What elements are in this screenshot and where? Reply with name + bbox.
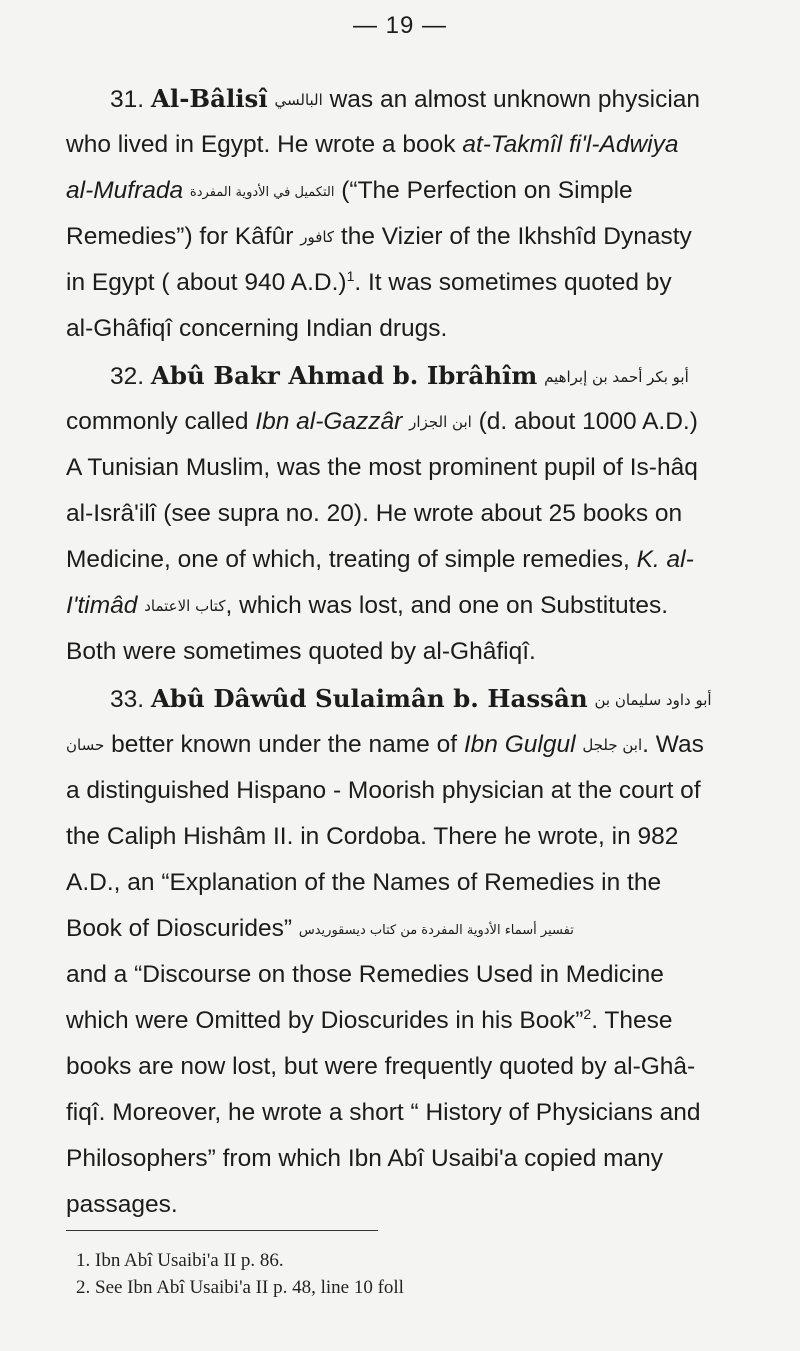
- book-title-cont: al-Mufrada: [66, 177, 184, 204]
- text: books are now lost, but were frequently quoted by al-Ghâ-: [66, 1053, 696, 1080]
- text: Remedies”) for Kâfûr: [66, 223, 294, 250]
- text: A.D., an “Explanation of the Names of Remedies in the: [66, 869, 662, 896]
- footnote-1: 1. Ibn Abî Usaibi'a II p. 86.: [76, 1250, 284, 1271]
- arabic-explanation-title: تفسير أسماء الأدوية المفردة من كتاب ديسقوريدس: [298, 923, 574, 938]
- entry-number: 31.: [110, 86, 145, 113]
- entry-33-line-11: [66, 1144, 663, 1174]
- entry-32-line-3: [66, 453, 698, 483]
- entry-32-line-6: [66, 591, 668, 621]
- entry-31-line-5: [66, 268, 672, 298]
- text: al-Isrâ'ilî (see supra no. 20). He wrote about 25 books on: [66, 500, 683, 527]
- book-title: K. al-: [636, 546, 694, 573]
- text: . It was sometimes quoted by: [354, 269, 672, 296]
- text: , which was lost, and one on Substitutes.: [225, 592, 669, 619]
- text: passages.: [66, 1191, 178, 1218]
- entry-31-line-6: [66, 314, 447, 344]
- text: was an almost unknown physician: [329, 86, 701, 113]
- arabic-kafur: كافور: [300, 228, 335, 246]
- text: Medicine, one of which, treating of simple remedies,: [66, 546, 630, 573]
- entry-33-line-2: [66, 730, 704, 760]
- text: which were Omitted by Dioscurides in his Book”: [66, 1007, 584, 1034]
- text: (d. about 1000 A.D.): [478, 408, 698, 435]
- alt-name: Ibn Gulgul: [463, 731, 576, 758]
- entry-name: Abû Dâwûd Sulaimân b. Hassân: [150, 684, 588, 713]
- text: Philosophers” from which Ibn Abî Usaibi'a copied many: [66, 1145, 664, 1172]
- text: in Egypt ( about 940 A.D.): [66, 269, 347, 296]
- entry-33-line-4: [66, 822, 678, 852]
- entry-number: 32.: [110, 363, 145, 390]
- entry-name: Abû Bakr Ahmad b. Ibrâhîm: [150, 361, 538, 390]
- text: the Vizier of the Ikhshîd Dynasty: [340, 223, 692, 250]
- entry-31-line-4: [66, 222, 692, 252]
- entry-32-line-2: [66, 407, 698, 437]
- entry-32-line-4: [66, 499, 682, 529]
- footnote-ref: 1: [346, 267, 355, 284]
- arabic-book-title: التكميل في الأدوية المفردة: [189, 185, 335, 200]
- text: who lived in Egypt. He wrote a book: [66, 131, 456, 158]
- text: and a “Discourse on those Remedies Used in Medicine: [66, 961, 664, 988]
- arabic-name-cont: حسان: [66, 736, 105, 754]
- text: al-Ghâfiqî concerning Indian drugs.: [66, 315, 448, 342]
- entry-31-line-3: [66, 176, 633, 208]
- page-number: — 19 —: [352, 12, 448, 39]
- entry-33-line-7: [66, 960, 664, 990]
- text: fiqî. Moreover, he wrote a short “ History of Physicians and: [66, 1099, 701, 1126]
- entry-32-line-5: [66, 545, 694, 575]
- arabic-name: أبو بكر أحمد بن إبراهيم: [544, 368, 689, 386]
- text: A Tunisian Muslim, was the most prominent pupil of Is-hâq: [66, 454, 698, 481]
- entry-32-line-7: [66, 637, 536, 667]
- book-title-cont: I'timâd: [66, 592, 138, 619]
- footnote-divider: [66, 1230, 378, 1231]
- text: a distinguished Hispano - Moorish physician at the court of: [66, 777, 701, 804]
- text: better known under the name of: [111, 731, 458, 758]
- entry-name: Al-Bâlisî: [150, 84, 268, 113]
- entry-31-line-1: [110, 84, 700, 115]
- entry-33-line-12: [66, 1190, 178, 1220]
- entry-33-line-10: [66, 1098, 701, 1128]
- text: . Was: [642, 731, 704, 758]
- entry-33-line-1: [110, 684, 712, 715]
- text: Both were sometimes quoted by al-Ghâfiqî.: [66, 638, 536, 665]
- text: Book of Dioscurides”: [66, 915, 293, 942]
- text: . These: [591, 1007, 673, 1034]
- book-title: at-Takmîl fi'l-Adwiya: [462, 131, 679, 158]
- arabic-book-title: كتاب الاعتماد: [144, 597, 226, 615]
- footnote-2: 2. See Ibn Abî Usaibi'a II p. 48, line 10 foll: [76, 1277, 404, 1298]
- alt-name: Ibn al-Gazzâr: [255, 408, 403, 435]
- footnote-ref: 2: [583, 1005, 592, 1022]
- arabic-name: أبو داود سليمان بن: [594, 691, 712, 709]
- entry-32-line-1: [110, 361, 689, 392]
- arabic-alt-name: ابن جلجل: [582, 736, 643, 754]
- entry-33-line-8: [66, 1006, 672, 1036]
- arabic-alt-name: ابن الجزار: [409, 413, 472, 431]
- entry-33-line-9: [66, 1052, 695, 1082]
- entry-number: 33.: [110, 686, 145, 713]
- entry-33-line-6: [66, 914, 574, 946]
- text: the Caliph Hishâm II. in Cordoba. There he wrote, in 982: [66, 823, 679, 850]
- entry-31-line-2: [66, 130, 678, 160]
- text: (“The Perfection on Simple: [341, 177, 633, 204]
- entry-33-line-5: [66, 868, 661, 898]
- arabic-name: البالسي: [274, 91, 323, 109]
- text: commonly called: [66, 408, 249, 435]
- entry-33-line-3: [66, 776, 701, 806]
